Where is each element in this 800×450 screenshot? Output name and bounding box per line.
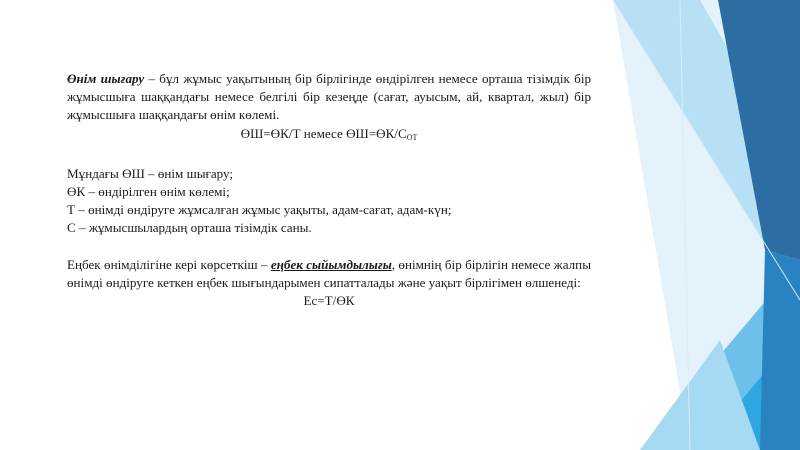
formula-labor-intensity: Ес=Т/ӨК xyxy=(303,293,355,309)
deco-pale-triangle xyxy=(613,0,800,450)
slide-text-block xyxy=(67,70,591,310)
labor-intensity-paragraph xyxy=(67,256,591,292)
formula-output xyxy=(67,125,591,147)
deco-mid-wedge xyxy=(640,260,800,450)
definition-paragraph xyxy=(67,70,591,125)
deco-line-1 xyxy=(613,0,800,300)
deco-dark-strip xyxy=(718,0,800,260)
spacer xyxy=(67,238,591,256)
deco-light-band xyxy=(613,0,800,300)
legend-line-3: Т – өнімді өндіруге жұмсалған жұмыс уақыты, адам-сағат, адам-күн; xyxy=(67,202,452,218)
deco-line-2 xyxy=(680,0,690,450)
labor-intensity-term: еңбек сыйымдылығы xyxy=(270,256,392,272)
deco-bright-triangle xyxy=(700,330,800,450)
deco-blue-strip xyxy=(760,250,800,450)
spacer xyxy=(67,147,591,165)
formula-output-subscript: ОТ xyxy=(406,132,418,142)
formula-output-main: ӨШ=ӨК/Т немесе ӨШ=ӨК/С xyxy=(240,125,407,141)
legend-line-1: Мұндағы ӨШ – өнім шығару; xyxy=(67,165,234,181)
definition-term: Өнім шығару xyxy=(67,71,145,86)
legend-line-2: ӨК – өндірілген өнім көлемі; xyxy=(67,184,230,200)
legend-line-4: С – жұмысшылардың орташа тізімдік саны. xyxy=(67,220,312,236)
labor-intensity-before: Еңбек өнімділігіне кері көрсеткіш – xyxy=(67,256,271,272)
definition-text: – бұл жұмыс уақытының бір бірлігінде өндірілген немесе орташа тізімдік бір жұмысшыға шаққандағы немесе белгілі бір кезеңде (сағат, ауысым, ай, квартал, жыл) бір жұмысшыға шаққандағы өнім көлемі. xyxy=(67,71,592,123)
deco-light-lower xyxy=(640,340,760,450)
labor-intensity-after: , өнімнің бір бірлігін немесе жалпы өнімді өндіруге кеткен еңбек шығындарымен сипатталады және уақыт бірлігімен өлшенеді: xyxy=(67,256,591,290)
